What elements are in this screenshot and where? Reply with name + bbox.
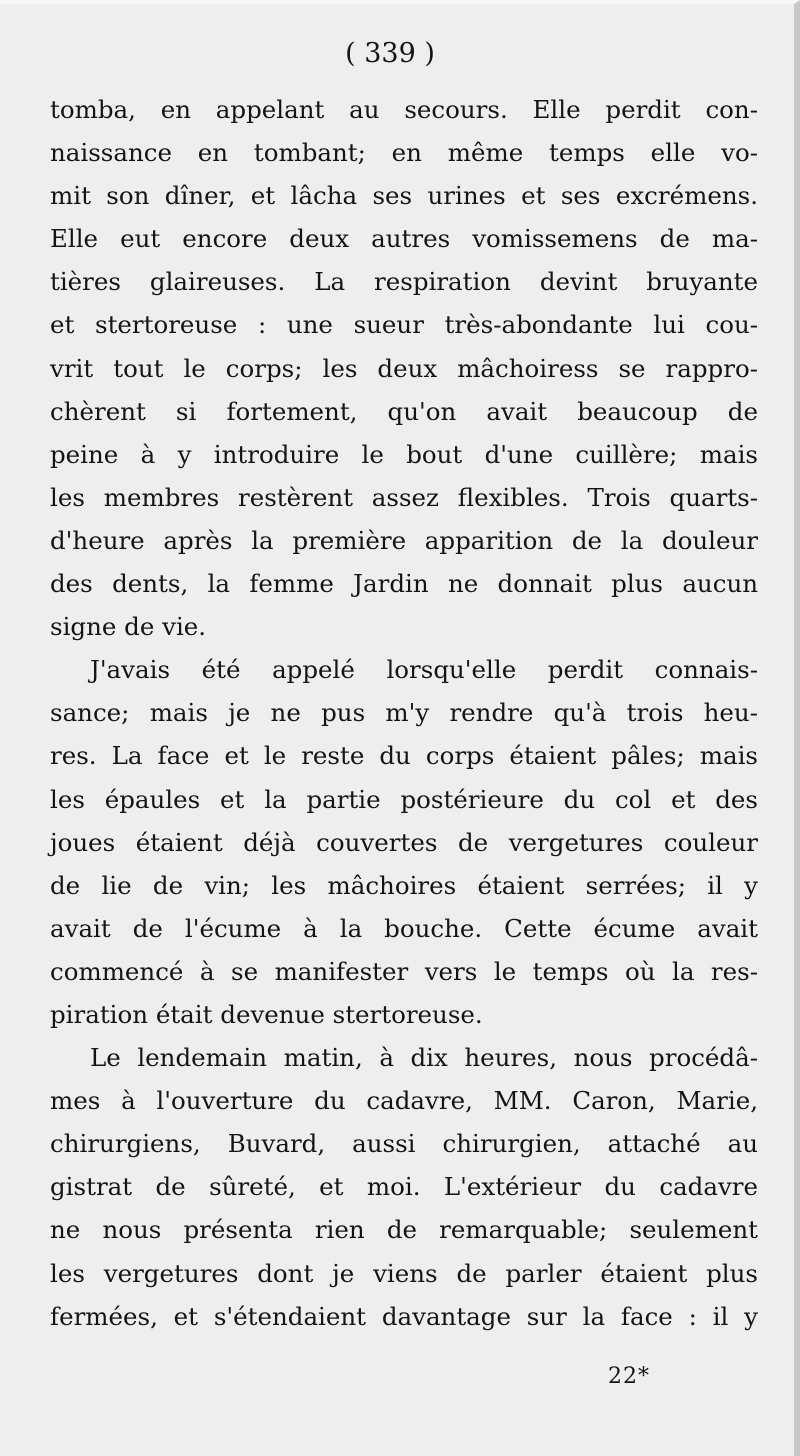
text-line: sance; mais je ne pus m'y rendre qu'à trois heu- <box>50 698 758 728</box>
text-line: naissance en tombant; en même temps elle vo- <box>50 138 758 168</box>
text-line: piration était devenue stertoreuse. <box>50 999 483 1029</box>
text-line: des dents, la femme Jardin ne donnait plus aucun <box>50 569 758 599</box>
text-line: de lie de vin; les mâchoires étaient serrées; il y <box>50 870 758 900</box>
text-line: tières glaireuses. La respiration devint bruyante <box>50 267 758 297</box>
text-line: vrit tout le corps; les deux mâchoiress se rappro- <box>50 353 758 383</box>
text-line: mit son dîner, et lâcha ses urines et ses excrémens. <box>50 181 758 211</box>
text-line: commencé à se manifester vers le temps où la res- <box>50 956 758 986</box>
text-line: mes à l'ouverture du cadavre, MM. Caron, Marie, <box>50 1086 758 1116</box>
text-line: ne nous présenta rien de remarquable; seulement <box>50 1215 758 1245</box>
text-line: tomba, en appelant au secours. Elle perdit con- <box>50 95 758 124</box>
text-line: d'heure après la première apparition de la douleur <box>50 525 758 555</box>
text-line: chèrent si fortement, qu'on avait beaucoup de <box>50 396 758 426</box>
text-line: fermées, et s'étendaient davantage sur la face : il y <box>50 1301 758 1331</box>
text-line: avait de l'écume à la bouche. Cette écume avait <box>50 913 758 943</box>
text-line: joues étaient déjà couvertes de vergetures couleur <box>50 827 758 857</box>
text-line: les épaules et la partie postérieure du col et des <box>50 784 758 814</box>
text-line: peine à y introduire le bout d'une cuillère; mais <box>50 439 758 469</box>
signature-mark: 22* <box>608 1364 650 1389</box>
text-line: les membres restèrent assez flexibles. Trois quarts- <box>50 482 758 512</box>
text-line: res. La face et le reste du corps étaient pâles; mais <box>50 741 758 771</box>
body-text <box>50 88 758 1338</box>
text-line: signe de vie. <box>50 612 207 642</box>
text-line: gistrat de sûreté, et moi. L'extérieur du cadavre <box>50 1172 758 1202</box>
text-line: les vergetures dont je viens de parler étaient plus <box>50 1258 758 1288</box>
text-line: J'avais été appelé lorsqu'elle perdit connais- <box>90 655 758 685</box>
text-line: chirurgiens, Buvard, aussi chirurgien, attaché au <box>50 1129 758 1159</box>
text-line: Elle eut encore deux autres vomissemens de ma- <box>50 224 758 254</box>
text-line: Le lendemain matin, à dix heures, nous procédâ- <box>90 1043 758 1073</box>
page-number: ( 339 ) <box>345 38 435 69</box>
text-line: et stertoreuse : une sueur très-abondante lui cou- <box>50 310 758 340</box>
